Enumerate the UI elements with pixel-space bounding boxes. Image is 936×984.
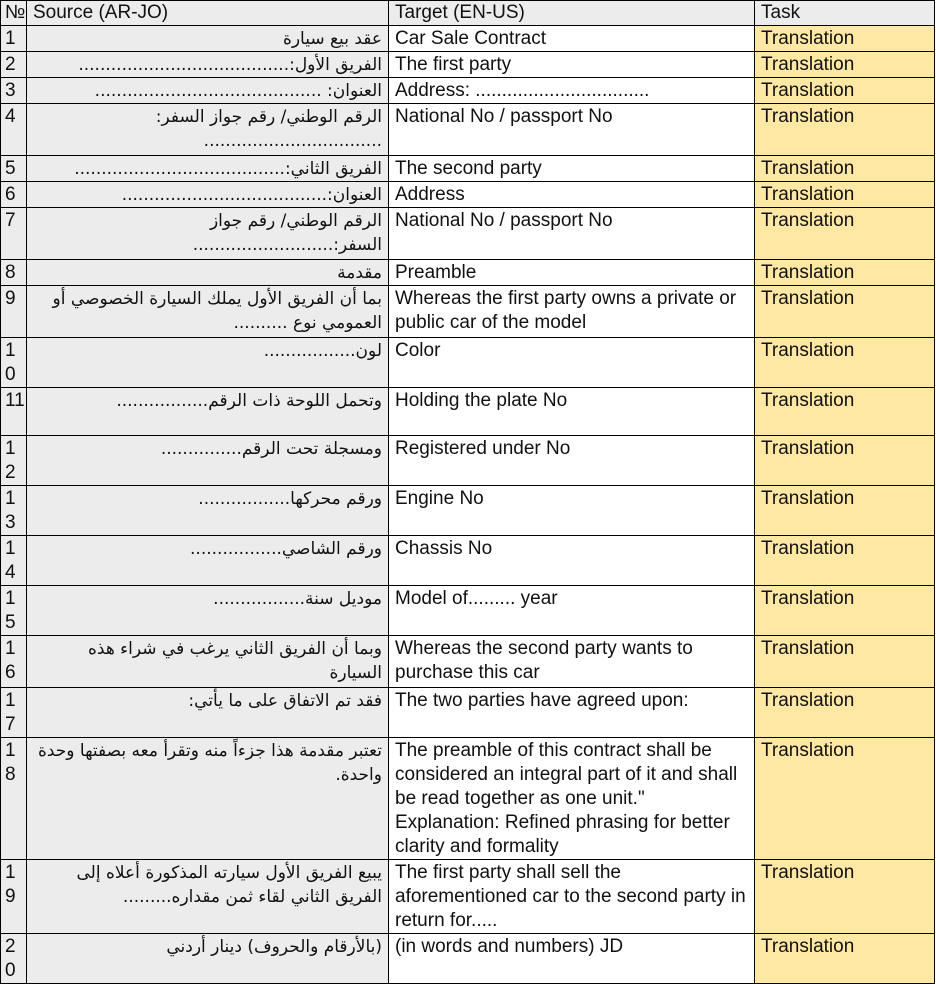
source-cell: وبما أن الفريق الثاني يرغب في شراء هذه السيارة [27,636,389,688]
task-cell: Translation [755,934,935,984]
row-number: 12 [1,436,27,486]
target-cell: The preamble of this contract shall be considered an integral part of it and shall be read together as one unit." Explanation: Refined phrasing for better clarity and formality [389,738,755,860]
table-row [1,78,935,104]
row-number: 14 [1,536,27,586]
source-cell: عقد بيع سيارة [27,26,389,52]
target-cell: National No / passport No [389,208,755,260]
target-cell: Model of......... year [389,586,755,636]
task-cell: Translation [755,104,935,156]
row-number: 15 [1,586,27,636]
source-cell: الفريق الأول:....................................... [27,52,389,78]
table-row [1,486,935,536]
task-cell: Translation [755,338,935,388]
source-cell: تعتبر مقدمة هذا جزءاً منه وتقرأ معه بصفتها وحدة واحدة. [27,738,389,860]
table-row [1,208,935,260]
row-number: 9 [1,286,27,338]
target-cell: Holding the plate No [389,388,755,436]
task-cell: Translation [755,688,935,738]
header-target: Target (EN-US) [389,1,755,26]
target-cell: Registered under No [389,436,755,486]
row-number: 20 [1,934,27,984]
table-row [1,26,935,52]
source-cell: (بالأرقام والحروف) دينار أردني [27,934,389,984]
target-cell: National No / passport No [389,104,755,156]
table-row [1,934,935,984]
table-row [1,286,935,338]
row-number: 5 [1,156,27,182]
target-cell: The first party [389,52,755,78]
target-cell: Whereas the second party wants to purchase this car [389,636,755,688]
source-cell: فقد تم الاتفاق على ما يأتي: [27,688,389,738]
task-cell: Translation [755,260,935,286]
table-body [1,26,935,984]
row-number: 2 [1,52,27,78]
task-cell: Translation [755,586,935,636]
target-cell: Engine No [389,486,755,536]
table-row [1,338,935,388]
table-row [1,52,935,78]
row-number: 18 [1,738,27,860]
header-task: Task [755,1,935,26]
table-row [1,636,935,688]
target-cell: Chassis No [389,536,755,586]
source-cell: العنوان:...................................... [27,182,389,208]
source-cell: يبيع الفريق الأول سيارته المذكورة أعلاه إلى الفريق الثاني لقاء ثمن مقداره......... [27,860,389,934]
source-cell: ورقم الشاصي................. [27,536,389,586]
row-number: 10 [1,338,27,388]
header-source: Source (AR-JO) [27,1,389,26]
source-cell: الرقم الوطني/ رقم جواز السفر: ................................. [27,104,389,156]
task-cell: Translation [755,156,935,182]
table-row [1,586,935,636]
task-cell: Translation [755,436,935,486]
source-cell: مقدمة [27,260,389,286]
row-number: 11 [1,388,27,436]
task-cell: Translation [755,860,935,934]
source-cell: موديل سنة................. [27,586,389,636]
task-cell: Translation [755,52,935,78]
row-number: 3 [1,78,27,104]
target-cell: Preamble [389,260,755,286]
source-cell: بما أن الفريق الأول يملك السيارة الخصوصي أو العمومي نوع .......... [27,286,389,338]
target-cell: Address: ................................. [389,78,755,104]
task-cell: Translation [755,286,935,338]
source-cell: الرقم الوطني/ رقم جواز السفر:.......................... [27,208,389,260]
row-number: 16 [1,636,27,688]
header-no: № [1,1,27,26]
table-row [1,738,935,860]
source-cell: ومسجلة تحت الرقم............... [27,436,389,486]
source-cell: وتحمل اللوحة ذات الرقم................. [27,388,389,436]
table-row [1,536,935,586]
table-row [1,860,935,934]
target-cell: Color [389,338,755,388]
source-cell: الفريق الثاني:....................................... [27,156,389,182]
row-number: 19 [1,860,27,934]
target-cell: Car Sale Contract [389,26,755,52]
table-row [1,260,935,286]
row-number: 4 [1,104,27,156]
row-number: 8 [1,260,27,286]
source-cell: لون................. [27,338,389,388]
row-number: 17 [1,688,27,738]
header-row [1,1,935,26]
table-row [1,156,935,182]
target-cell: The two parties have agreed upon: [389,688,755,738]
task-cell: Translation [755,78,935,104]
target-cell: The first party shall sell the aforementioned car to the second party in return for..... [389,860,755,934]
table-row [1,688,935,738]
source-cell: العنوان: .......................................... [27,78,389,104]
task-cell: Translation [755,738,935,860]
table-row [1,388,935,436]
table-row [1,104,935,156]
task-cell: Translation [755,26,935,52]
task-cell: Translation [755,388,935,436]
task-cell: Translation [755,486,935,536]
task-cell: Translation [755,636,935,688]
row-number: 6 [1,182,27,208]
table-row [1,436,935,486]
source-cell: ورقم محركها................. [27,486,389,536]
task-cell: Translation [755,182,935,208]
target-cell: (in words and numbers) JD [389,934,755,984]
row-number: 1 [1,26,27,52]
target-cell: Whereas the first party owns a private or public car of the model [389,286,755,338]
target-cell: Address [389,182,755,208]
table-row [1,182,935,208]
task-cell: Translation [755,536,935,586]
row-number: 13 [1,486,27,536]
task-cell: Translation [755,208,935,260]
row-number: 7 [1,208,27,260]
target-cell: The second party [389,156,755,182]
